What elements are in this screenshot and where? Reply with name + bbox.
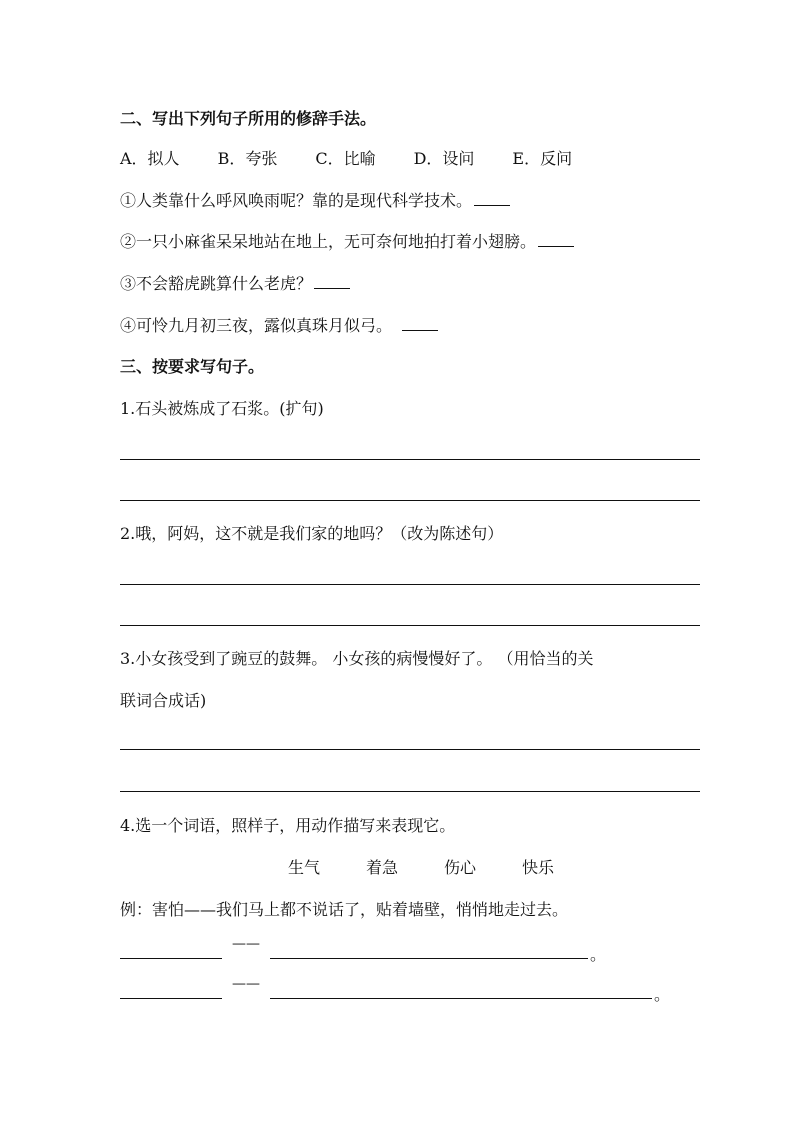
- answer-blank[interactable]: [402, 316, 438, 331]
- question-3-line2: 联词合成话): [120, 691, 207, 710]
- dash: ——: [232, 936, 260, 952]
- section2-title: 二、写出下列句子所用的修辞手法。: [120, 109, 377, 128]
- word-blank[interactable]: [120, 998, 222, 999]
- answer-line[interactable]: [120, 459, 700, 460]
- rhetoric-options: [120, 148, 610, 170]
- item-text: ③不会豁虎跳算什么老虎？: [120, 274, 313, 293]
- sentence-blank[interactable]: [270, 998, 652, 999]
- period: 。: [654, 985, 671, 1004]
- option-c: C．比喻: [315, 149, 376, 168]
- word-choice: 快乐: [522, 858, 555, 877]
- question-2: 2.哦，阿妈，这不就是我们家的地吗？（改为陈述句）: [120, 524, 504, 543]
- word-choice: 伤心: [444, 858, 477, 877]
- answer-line[interactable]: [120, 625, 700, 626]
- option-a: A．拟人: [120, 149, 180, 168]
- rhetoric-item-2: [120, 231, 574, 253]
- word-choices: [288, 855, 600, 878]
- answer-blank[interactable]: [314, 274, 350, 289]
- example-sentence: 例：害怕——我们马上都不说话了，贴着墙壁，悄悄地走过去。: [120, 900, 569, 919]
- section3-title: 三、按要求写句子。: [120, 357, 265, 376]
- word-choice: 生气: [288, 858, 321, 877]
- answer-blank[interactable]: [538, 232, 574, 247]
- option-d: D．设问: [413, 149, 475, 168]
- answer-line[interactable]: [120, 500, 700, 501]
- rhetoric-item-1: [120, 190, 510, 212]
- answer-blank[interactable]: [474, 191, 510, 206]
- word-blank[interactable]: [120, 958, 222, 959]
- answer-line[interactable]: [120, 584, 700, 585]
- item-text: ④可怜九月初三夜，露似真珠月似弓。: [120, 316, 393, 335]
- rhetoric-item-4: [120, 315, 438, 337]
- item-text: ①人类靠什么呼风唤雨呢？靠的是现代科学技术。: [120, 191, 473, 210]
- option-b: B．夸张: [217, 149, 278, 168]
- question-1: 1.石头被炼成了石浆。(扩句): [120, 399, 324, 418]
- rhetoric-item-3: [120, 273, 350, 295]
- question-4: 4.选一个词语，照样子，用动作描写来表现它。: [120, 816, 456, 835]
- answer-line[interactable]: [120, 791, 700, 792]
- period: 。: [590, 945, 607, 964]
- answer-line[interactable]: [120, 749, 700, 750]
- sentence-blank[interactable]: [270, 958, 588, 959]
- word-choice: 着急: [366, 858, 399, 877]
- question-3-line1: 3.小女孩受到了豌豆的鼓舞。 小女孩的病慢慢好了。 （用恰当的关: [120, 649, 594, 668]
- item-text: ②一只小麻雀呆呆地站在地上，无可奈何地拍打着小翅膀。: [120, 232, 537, 251]
- option-e: E．反问: [512, 149, 573, 168]
- dash: ——: [232, 976, 260, 992]
